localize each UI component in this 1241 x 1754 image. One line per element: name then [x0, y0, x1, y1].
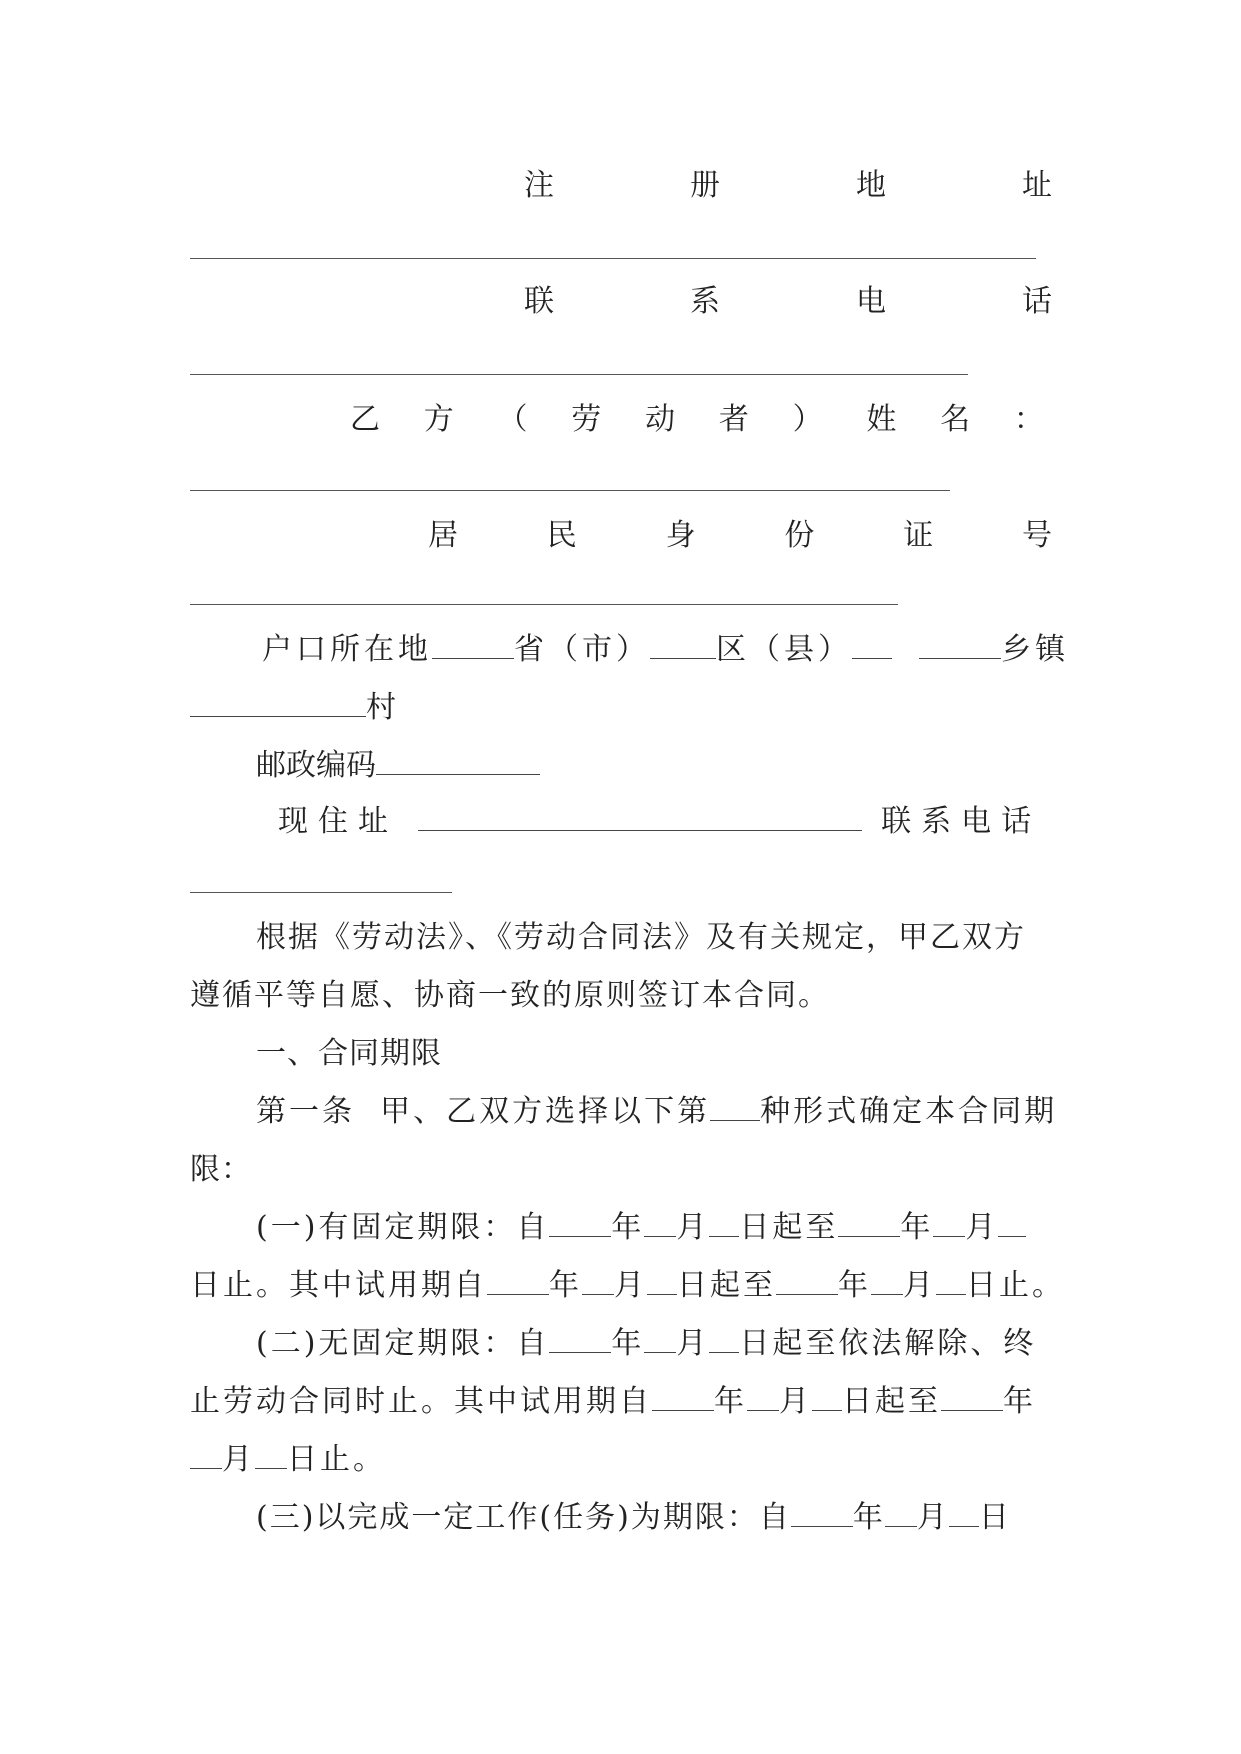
id-number-label	[428, 516, 1052, 556]
article-1-line1	[256, 1092, 1118, 1132]
probation-start-month-blank[interactable]	[582, 1266, 614, 1295]
probation-end-day-blank[interactable]	[936, 1266, 966, 1295]
town-label: 乡镇	[1001, 632, 1070, 667]
fixed-term-end-text: 日止。	[966, 1268, 1065, 1303]
id-char: 证	[903, 518, 934, 553]
current-address-blank[interactable]	[418, 802, 862, 831]
current-address-label: 现住址	[278, 804, 398, 839]
fixed-term-line1	[256, 1208, 1118, 1248]
postcode-label: 邮政编码	[256, 748, 376, 783]
form-choice-blank[interactable]	[710, 1092, 760, 1121]
party-b-name-blank[interactable]	[190, 490, 950, 491]
year-label: 年	[549, 1268, 582, 1303]
open-term-line2	[190, 1382, 1052, 1422]
party-b-name-label	[350, 400, 1044, 440]
month-label: 月	[903, 1268, 936, 1303]
village-blank[interactable]	[190, 688, 366, 717]
id-char: 号	[1021, 518, 1052, 553]
month-label: 月	[614, 1268, 647, 1303]
current-phone-label: 联系电话	[881, 804, 1042, 839]
postcode-line	[256, 746, 1118, 786]
postcode-blank[interactable]	[376, 746, 540, 775]
current-phone-blank[interactable]	[190, 892, 452, 893]
year-label: 年	[852, 1500, 885, 1535]
article-1-line2: 限：	[190, 1152, 252, 1187]
phone-char: 系	[690, 284, 720, 319]
province-blank[interactable]	[432, 630, 514, 659]
id-char: 份	[784, 518, 815, 553]
task-start-day-blank[interactable]	[949, 1498, 979, 1527]
year-label: 年	[838, 1268, 871, 1303]
probation-start-year-blank[interactable]	[487, 1266, 549, 1295]
intro-paragraph-line2: 遵循平等自愿、协商一致的原则签订本合同。	[190, 978, 830, 1013]
open-term-prefix: (二)无固定期限：自	[256, 1326, 550, 1361]
task-start-year-blank[interactable]	[791, 1498, 853, 1527]
village-label: 村	[366, 690, 396, 725]
month-label: 月	[676, 1210, 710, 1245]
hukou-label: 户口所在地	[262, 632, 432, 667]
party-b-char: ）	[792, 402, 823, 437]
article-1-text-a: 第一条 甲、乙双方选择以下第	[256, 1094, 711, 1129]
open-term-end-text: 日止。	[287, 1442, 386, 1477]
open-probation-start-month-blank[interactable]	[747, 1382, 779, 1411]
fixed-end-year-blank[interactable]	[838, 1208, 900, 1237]
district-blank[interactable]	[650, 630, 716, 659]
phone-blank[interactable]	[190, 374, 968, 375]
year-label: 年	[1003, 1384, 1036, 1419]
fixed-start-month-blank[interactable]	[644, 1208, 676, 1237]
reg-address-char: 地	[856, 168, 886, 203]
id-char: 居	[428, 518, 458, 553]
month-label: 月	[222, 1442, 255, 1477]
id-char: 身	[665, 518, 696, 553]
party-b-char: 者	[718, 402, 749, 437]
province-label: 省（市）	[514, 632, 650, 667]
probation-end-month-blank[interactable]	[871, 1266, 903, 1295]
fixed-end-day-blank[interactable]	[998, 1208, 1026, 1237]
open-probation-end-month-blank[interactable]	[190, 1440, 222, 1469]
reg-address-char: 址	[1022, 168, 1052, 203]
year-label: 年	[611, 1210, 645, 1245]
party-b-char: 名	[940, 402, 971, 437]
reg-address-char: 册	[690, 168, 720, 203]
open-term-mid: 日起至依法解除、终	[739, 1326, 1037, 1361]
open-term-probation: 止劳动合同时止。其中试用期自	[190, 1384, 652, 1419]
open-probation-start-day-blank[interactable]	[812, 1382, 842, 1411]
fixed-term-line2	[190, 1266, 1065, 1306]
phone-label	[524, 282, 1052, 322]
open-start-month-blank[interactable]	[644, 1324, 676, 1353]
town-blank[interactable]	[919, 630, 1001, 659]
from-to-label: 日起至	[842, 1384, 941, 1419]
section-heading: 一、合同期限	[256, 1036, 442, 1071]
open-probation-end-day-blank[interactable]	[255, 1440, 287, 1469]
party-b-char: 动	[645, 402, 676, 437]
district-label: 区（县）	[716, 632, 852, 667]
phone-char: 话	[1022, 284, 1052, 319]
fixed-end-month-blank[interactable]	[933, 1208, 965, 1237]
intro-paragraph-line1: 根据《劳动法》、《劳动合同法》及有关规定，甲乙双方	[256, 920, 1026, 955]
probation-start-day-blank[interactable]	[647, 1266, 677, 1295]
party-b-char: ：	[1013, 402, 1044, 437]
year-label: 年	[714, 1384, 747, 1419]
party-b-char: （	[497, 402, 528, 437]
article-1-text-b: 种形式确定本合同期	[760, 1094, 1058, 1129]
fixed-term-probation: 日止。其中试用期自	[190, 1268, 487, 1303]
reg-address-char: 注	[524, 168, 554, 203]
open-probation-end-year-blank[interactable]	[941, 1382, 1003, 1411]
fixed-start-year-blank[interactable]	[549, 1208, 611, 1237]
id-number-blank[interactable]	[190, 604, 898, 605]
party-b-char: 乙	[350, 402, 380, 437]
from-to-label: 日起至	[739, 1210, 839, 1245]
current-address-line	[278, 802, 1052, 842]
district-blank-2[interactable]	[852, 630, 892, 659]
month-label: 月	[916, 1500, 949, 1535]
id-char: 民	[546, 518, 577, 553]
village-line	[190, 688, 1052, 728]
month-label: 月	[965, 1210, 999, 1245]
fixed-term-prefix: (一)有固定期限：自	[256, 1210, 550, 1245]
open-probation-start-year-blank[interactable]	[652, 1382, 714, 1411]
phone-char: 电	[856, 284, 886, 319]
month-label: 月	[676, 1326, 710, 1361]
phone-char: 联	[524, 284, 554, 319]
task-term-prefix: (三)以完成一定工作(任务)为期限：自	[256, 1500, 791, 1535]
open-term-line1	[256, 1324, 1118, 1364]
reg-address-blank[interactable]	[190, 258, 1036, 259]
year-label: 年	[900, 1210, 934, 1245]
party-b-char: 姓	[866, 402, 897, 437]
task-term-line1	[256, 1498, 1118, 1538]
task-start-month-blank[interactable]	[885, 1498, 917, 1527]
year-label: 年	[611, 1326, 645, 1361]
reg-address-label	[524, 166, 1052, 206]
party-b-char: 方	[423, 402, 454, 437]
hukou-line	[262, 630, 1070, 670]
open-start-day-blank[interactable]	[709, 1324, 739, 1353]
month-label: 月	[779, 1384, 812, 1419]
party-b-char: 劳	[571, 402, 602, 437]
probation-end-year-blank[interactable]	[776, 1266, 838, 1295]
from-to-label: 日起至	[677, 1268, 776, 1303]
day-label: 日	[978, 1500, 1011, 1535]
open-term-line3	[190, 1440, 1052, 1480]
fixed-start-day-blank[interactable]	[709, 1208, 739, 1237]
open-start-year-blank[interactable]	[549, 1324, 611, 1353]
